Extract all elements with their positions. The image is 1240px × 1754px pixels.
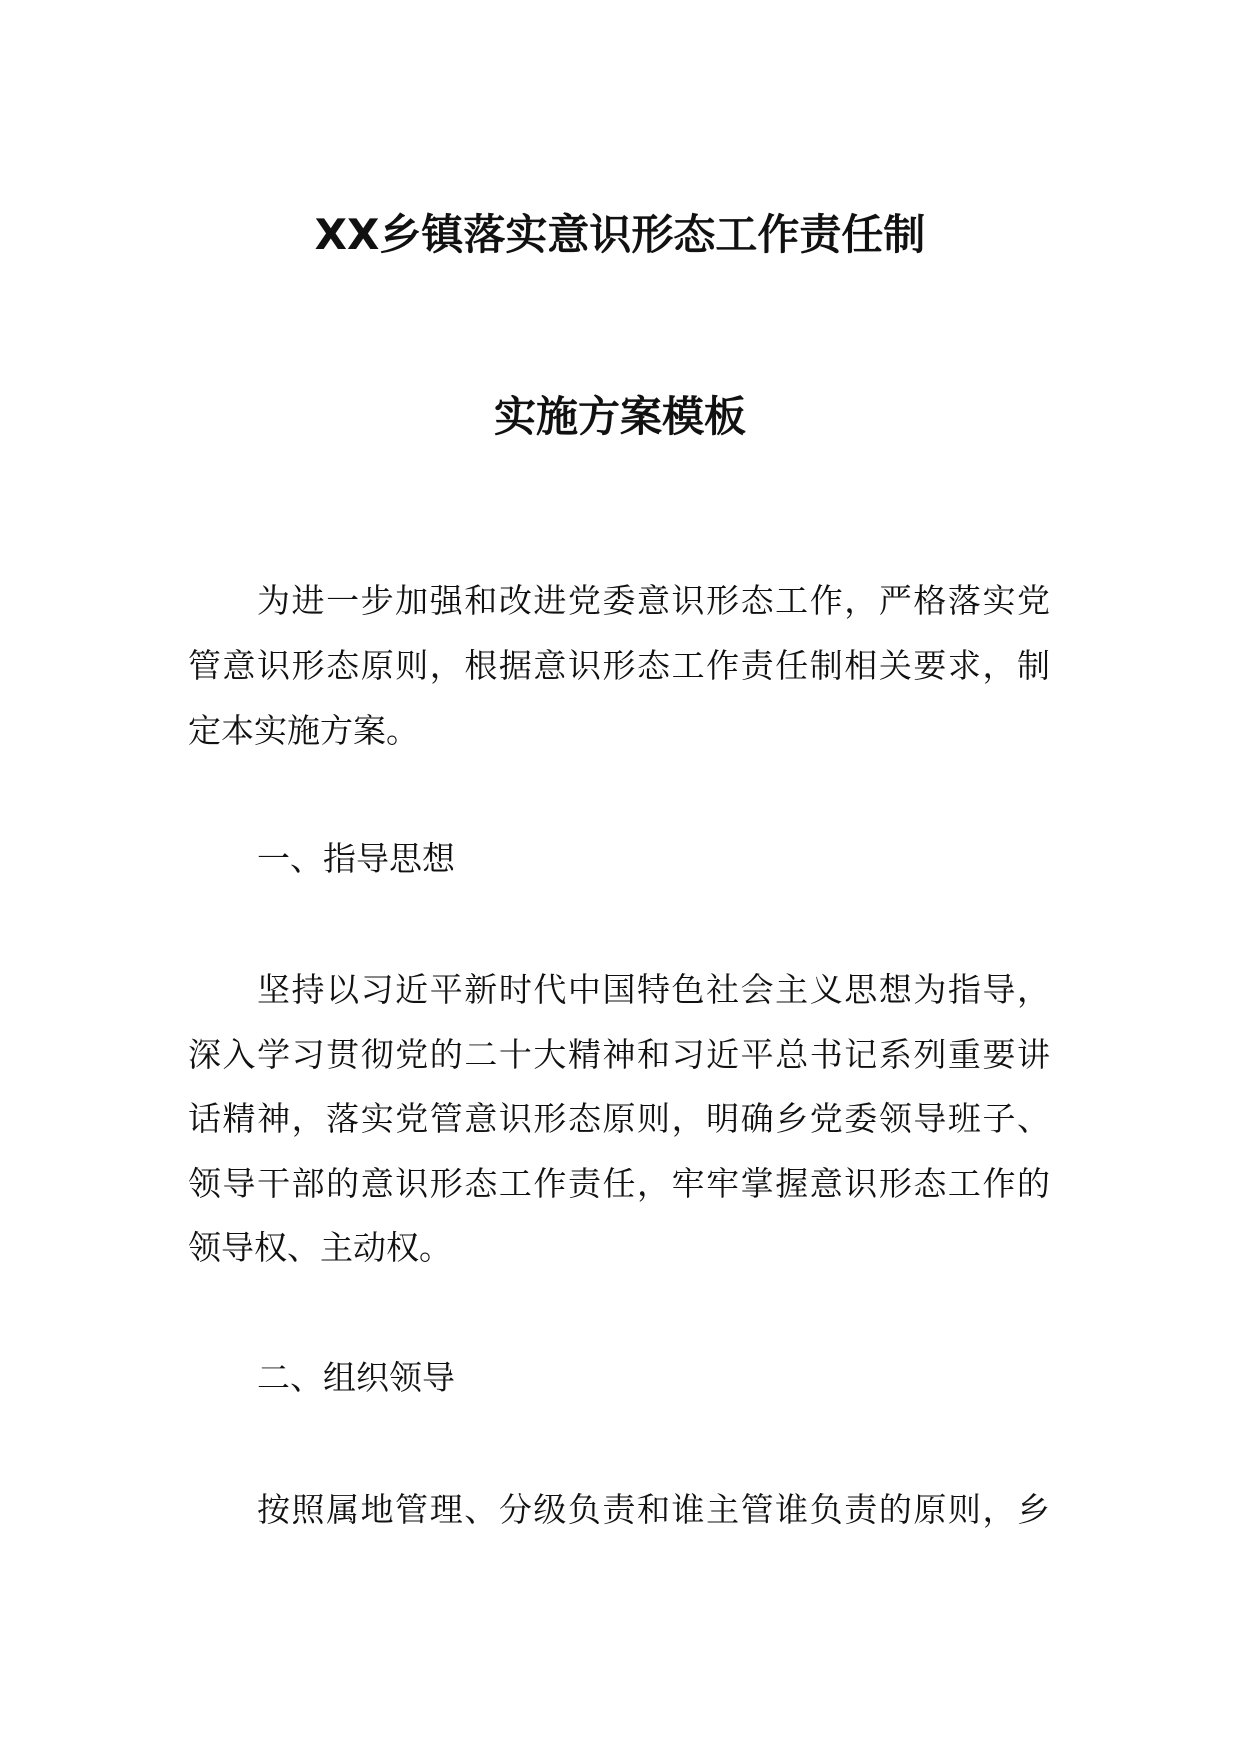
document-title-line-2: 实施方案模板 [493, 392, 746, 441]
intro-line: 为进一步加强和改进党委意识形态工作，严格落实党 [257, 581, 1050, 620]
intro-line: 管意识形态原则，根据意识形态工作责任制相关要求，制 [188, 646, 1050, 685]
section-heading-organization: 二、组织领导 [257, 1358, 455, 1397]
paragraph-line: 坚持以习近平新时代中国特色社会主义思想为指导， [257, 970, 1050, 1009]
paragraph-line: 领导权、主动权。 [188, 1228, 452, 1267]
paragraph-line: 话精神，落实党管意识形态原则，明确乡党委领导班子、 [188, 1099, 1050, 1138]
paragraph-line: 领导干部的意识形态工作责任，牢牢掌握意识形态工作的 [188, 1164, 1050, 1203]
section-heading-guiding-thought: 一、指导思想 [257, 839, 455, 878]
document-title-line-1: XX乡镇落实意识形态工作责任制 [314, 210, 926, 259]
intro-line: 定本实施方案。 [188, 711, 419, 750]
paragraph-line: 深入学习贯彻党的二十大精神和习近平总书记系列重要讲 [188, 1035, 1050, 1074]
paragraph-line: 按照属地管理、分级负责和谁主管谁负责的原则，乡 [257, 1490, 1050, 1529]
